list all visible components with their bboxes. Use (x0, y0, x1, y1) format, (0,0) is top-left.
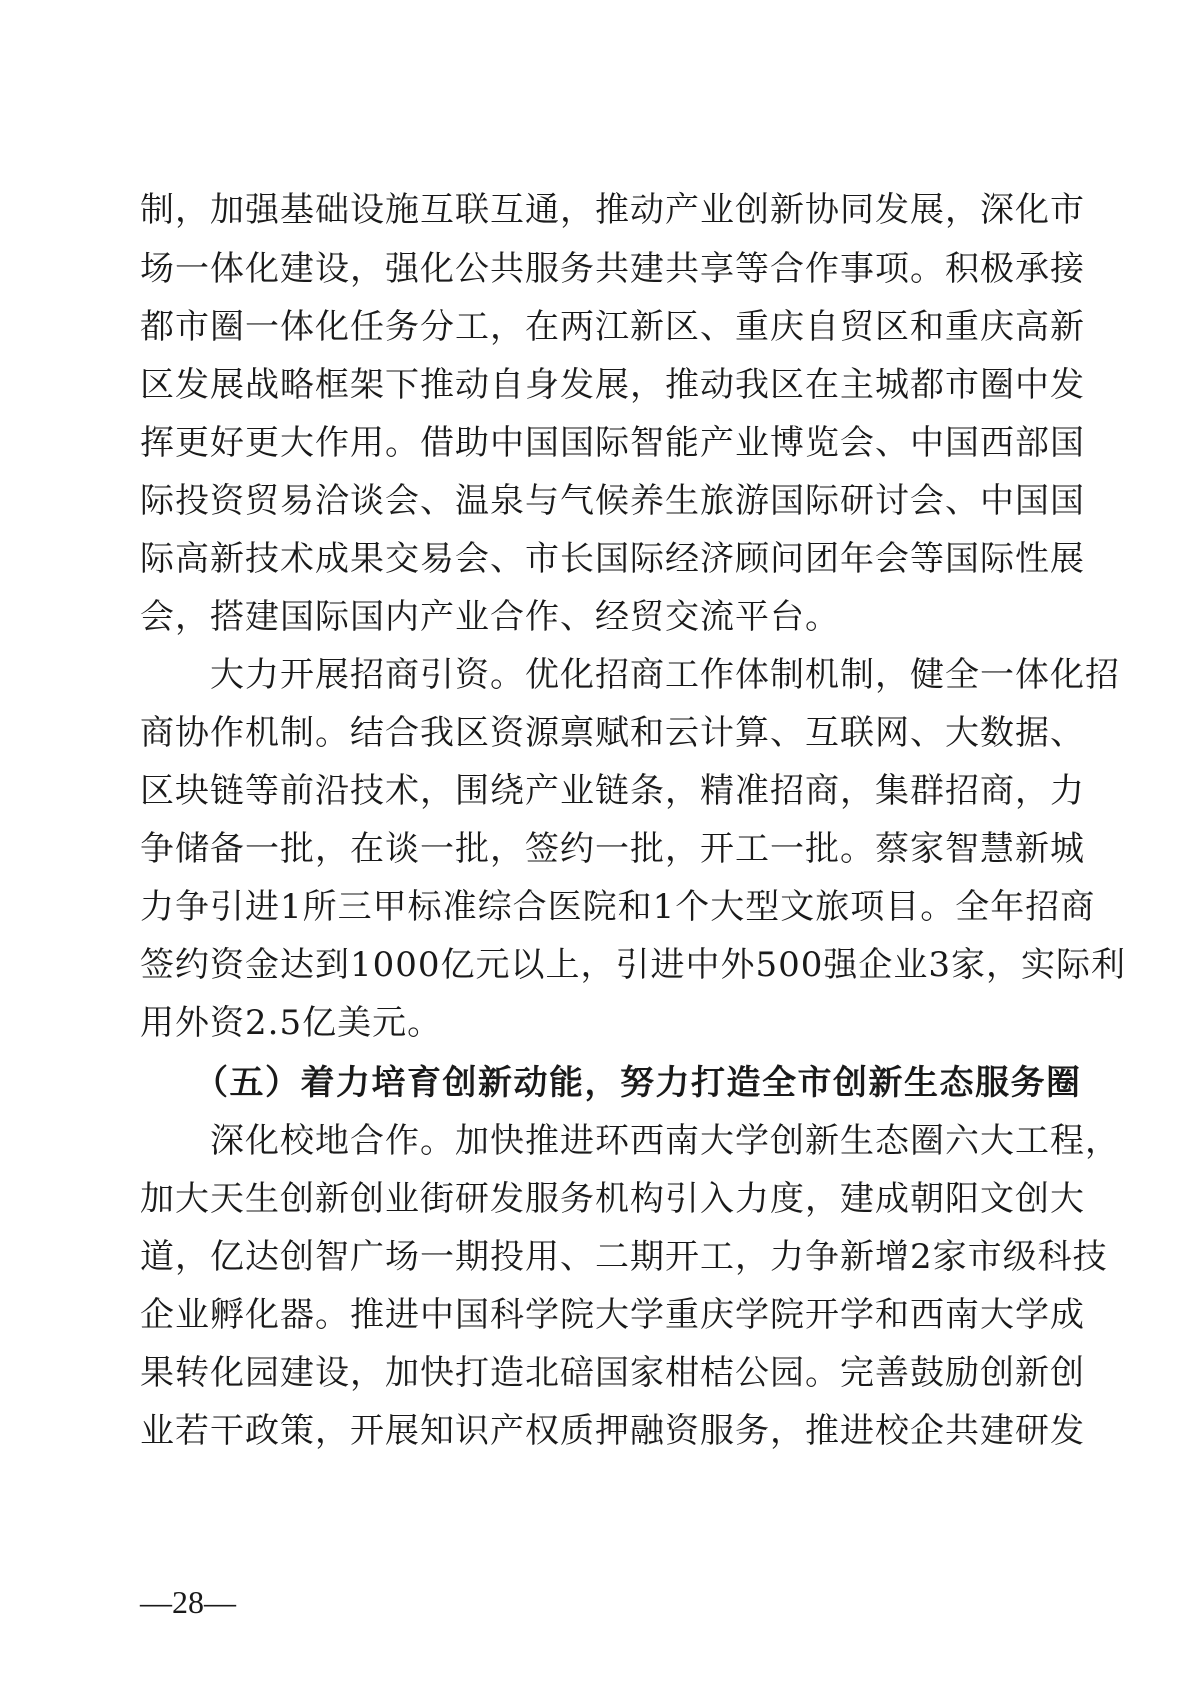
text-line: 企业孵化器。推进中国科学院大学重庆学院开学和西南大学成 (140, 1295, 1085, 1335)
text-line: 区块链等前沿技术，围绕产业链条，精准招商，集群招商，力 (140, 771, 1085, 811)
text-line: 挥更好更大作用。借助中国国际智能产业博览会、中国西部国 (140, 423, 1085, 463)
text-line: 业若干政策，开展知识产权质押融资服务，推进校企共建研发 (140, 1411, 1085, 1451)
text-line: 加大天生创新创业街研发服务机构引入力度，建成朝阳文创大 (140, 1179, 1085, 1219)
text-line: 力争引进1所三甲标准综合医院和1个大型文旅项目。全年招商 (140, 887, 1096, 927)
text-line: 深化校地合作。加快推进环西南大学创新生态圈六大工程， (140, 1121, 1120, 1161)
section-heading: （五）着力培育创新动能，努力打造全市创新生态服务圈 (140, 1063, 1082, 1103)
text-line: 会，搭建国际国内产业合作、经贸交流平台。 (140, 597, 840, 637)
text-line: 商协作机制。结合我区资源禀赋和云计算、互联网、大数据、 (140, 713, 1085, 753)
text-line: 果转化园建设，加快打造北碚国家柑桔公园。完善鼓励创新创 (140, 1353, 1085, 1393)
text-line: 场一体化建设，强化公共服务共建共享等合作事项。积极承接 (140, 249, 1085, 289)
text-line: 际投资贸易洽谈会、温泉与气候养生旅游国际研讨会、中国国 (140, 481, 1085, 521)
text-line: 大力开展招商引资。优化招商工作体制机制，健全一体化招 (140, 655, 1120, 695)
text-line: 道，亿达创智广场一期投用、二期开工，力争新增2家市级科技 (140, 1237, 1108, 1277)
text-line: 制，加强基础设施互联互通，推动产业创新协同发展，深化市 (140, 190, 1085, 230)
text-line: 区发展战略框架下推动自身发展，推动我区在主城都市圈中发 (140, 365, 1085, 405)
text-line: 用外资2.5亿美元。 (140, 1003, 443, 1043)
text-line: 都市圈一体化任务分工，在两江新区、重庆自贸区和重庆高新 (140, 307, 1085, 347)
text-line: 际高新技术成果交易会、市长国际经济顾问团年会等国际性展 (140, 539, 1085, 579)
page-number: —28— (140, 1584, 236, 1620)
text-line: 争储备一批，在谈一批，签约一批，开工一批。蔡家智慧新城 (140, 829, 1085, 869)
text-line: 签约资金达到1000亿元以上，引进中外500强企业3家，实际利 (140, 945, 1127, 985)
